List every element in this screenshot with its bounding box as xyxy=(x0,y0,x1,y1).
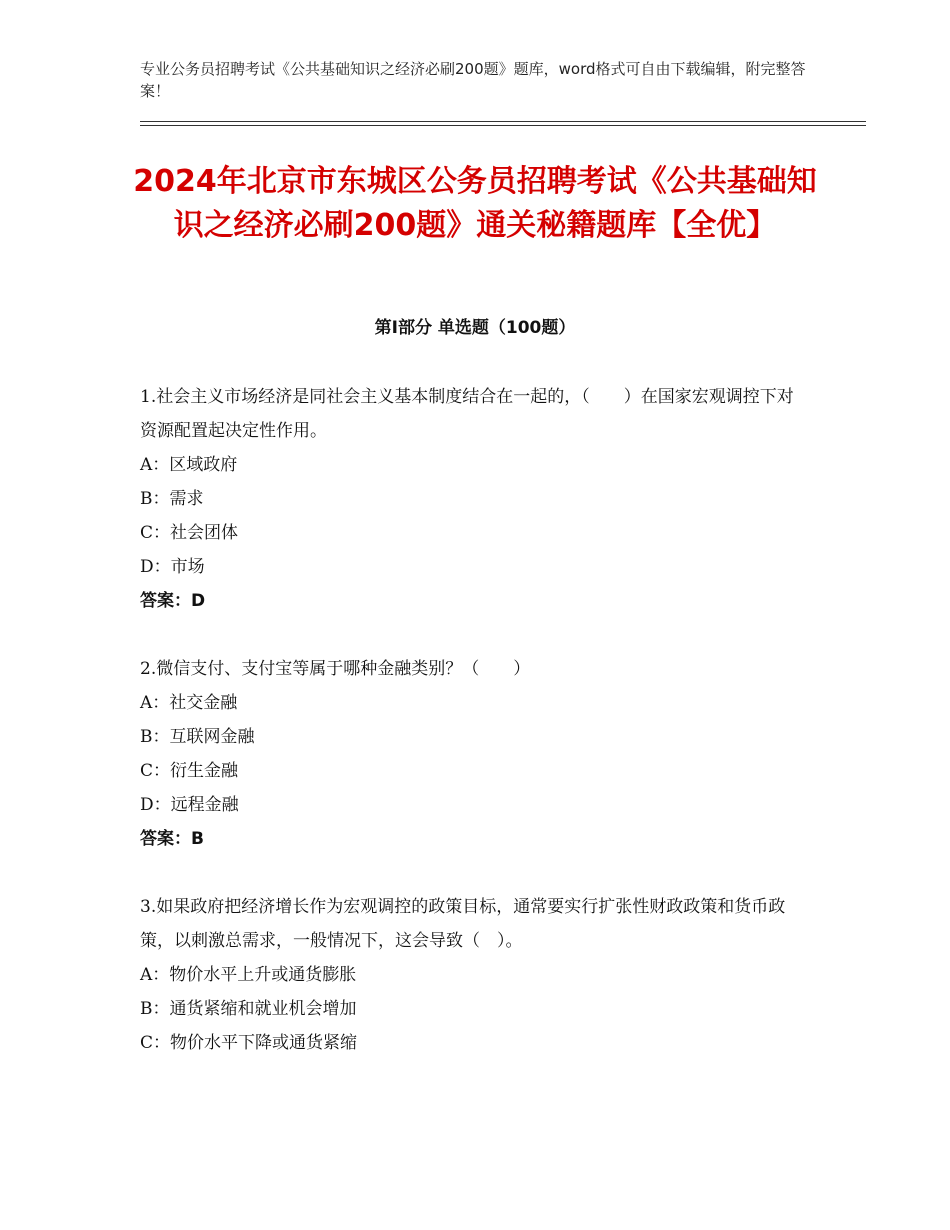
question-list xyxy=(140,380,800,1094)
question-stem: 1.社会主义市场经济是同社会主义基本制度结合在一起的，（ ）在国家宏观调控下对资源配置起决定性作用。 xyxy=(140,387,794,441)
option-d: D：市场 xyxy=(140,557,205,577)
option-c: C：衍生金融 xyxy=(140,761,239,781)
answer-line: 答案：D xyxy=(140,591,206,611)
question-stem: 3.如果政府把经济增长作为宏观调控的政策目标，通常要实行扩张性财政政策和货币政策，以刺激总需求，一般情况下，这会导致（ ）。 xyxy=(140,897,786,951)
answer-line: 答案：B xyxy=(140,829,204,849)
document-title: 2024年北京市东城区公务员招聘考试《公共基础知识之经济必刷200题》通关秘籍题库【全优】 xyxy=(133,164,817,243)
question-1 xyxy=(140,380,800,618)
option-a: A：区域政府 xyxy=(140,455,238,475)
header-note: 专业公务员招聘考试《公共基础知识之经济必刷200题》题库，word格式可自由下载编辑，附完整答案！ xyxy=(140,60,806,100)
option-b: B：互联网金融 xyxy=(140,727,255,747)
header-rule-bottom xyxy=(140,125,866,126)
option-c: C：物价水平下降或通货紧缩 xyxy=(140,1033,358,1053)
option-b: B：需求 xyxy=(140,489,204,509)
option-c: C：社会团体 xyxy=(140,523,239,543)
question-3 xyxy=(140,890,800,1060)
section-title: 第Ⅰ部分 单选题（100题） xyxy=(374,318,576,338)
question-2 xyxy=(140,652,800,856)
option-a: A：社交金融 xyxy=(140,693,238,713)
option-d: D：远程金融 xyxy=(140,795,239,815)
question-stem: 2.微信支付、支付宝等属于哪种金融类别？（ ） xyxy=(140,659,531,679)
option-b: B：通货紧缩和就业机会增加 xyxy=(140,999,357,1019)
option-a: A：物价水平上升或通货膨胀 xyxy=(140,965,357,985)
header-rule-top xyxy=(140,121,866,122)
